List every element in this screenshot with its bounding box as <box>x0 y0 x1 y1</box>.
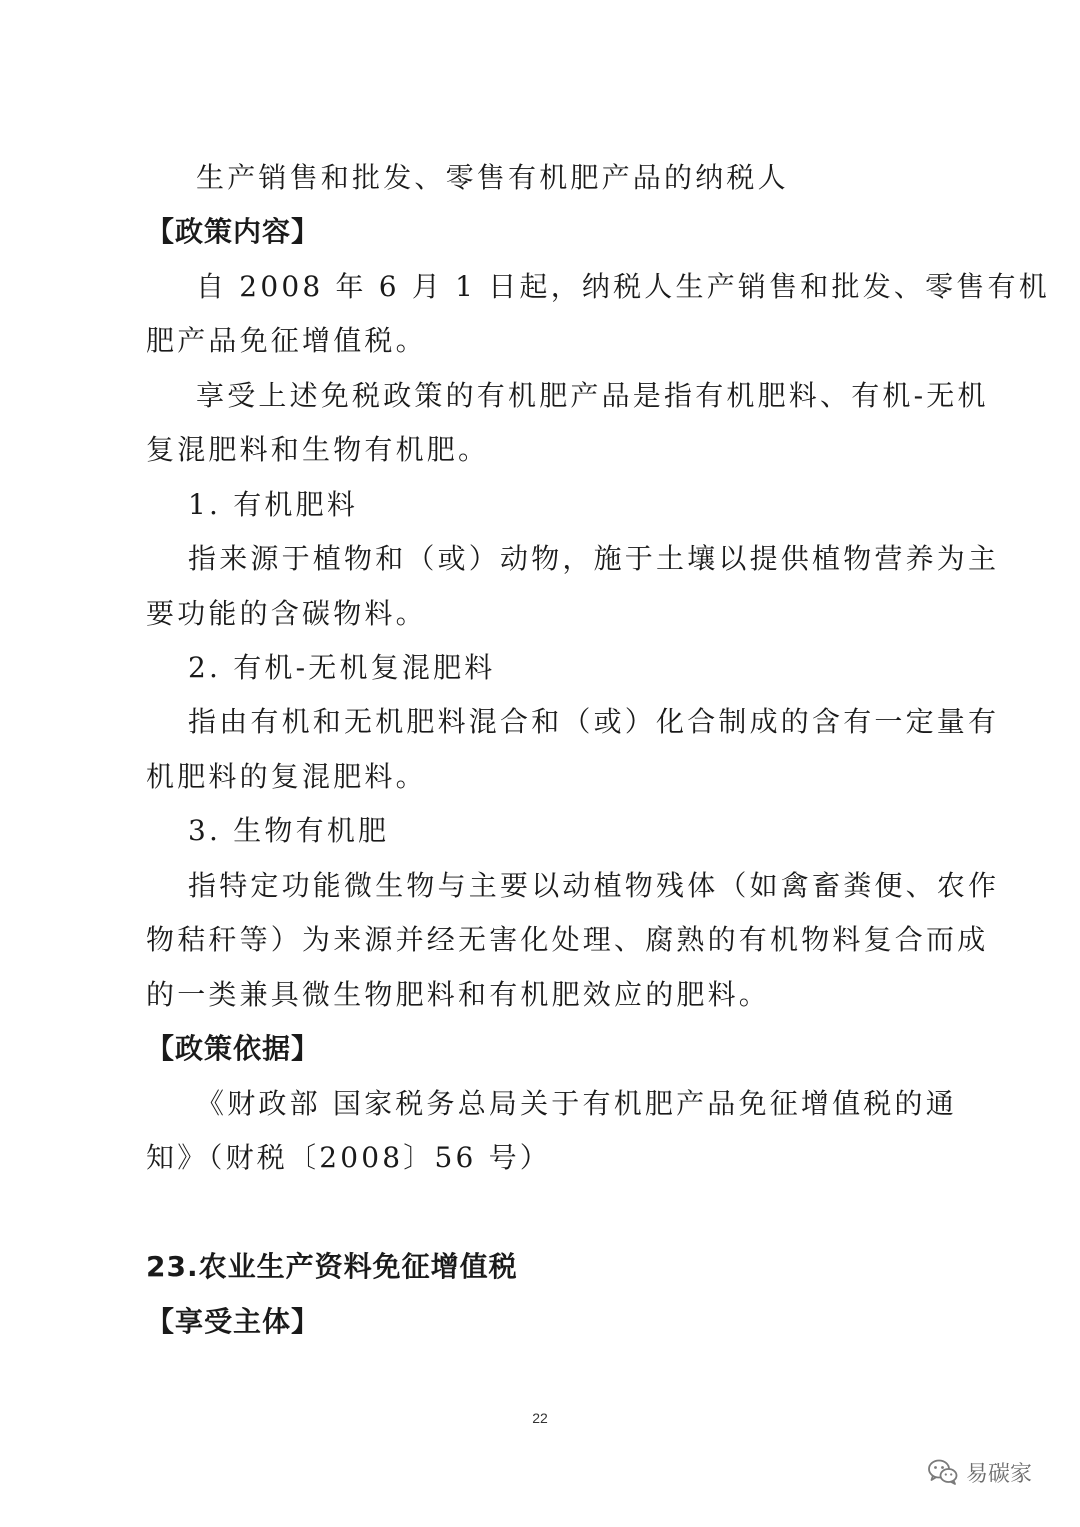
watermark <box>928 1452 1032 1492</box>
paragraph-line: 指来源于植物和（或）动物，施于土壤以提供植物营养为主 <box>188 542 1000 575</box>
section-title: 23.农业生产资料免征增值税 <box>146 1250 518 1283</box>
paragraph-line: 《财政部 国家税务总局关于有机肥产品免征增值税的通 <box>196 1087 957 1120</box>
list-item-title: 2. 有机-无机复混肥料 <box>188 651 496 684</box>
watermark-text: 易碳家 <box>966 1461 1033 1487</box>
heading-policy-basis: 【政策依据】 <box>146 1032 321 1065</box>
paragraph-line: 的一类兼具微生物肥料和有机肥效应的肥料。 <box>146 978 771 1011</box>
paragraph-line: 享受上述免税政策的有机肥产品是指有机肥料、有机-无机 <box>196 379 989 412</box>
paragraph-line: 复混肥料和生物有机肥。 <box>146 433 490 466</box>
paragraph-line: 自 2008 年 6 月 1 日起，纳税人生产销售和批发、零售有机 <box>196 270 1050 303</box>
subject-line: 生产销售和批发、零售有机肥产品的纳税人 <box>196 161 789 194</box>
paragraph-line: 肥产品免征增值税。 <box>146 324 427 357</box>
page-number: 22 <box>532 1410 548 1426</box>
list-item-title: 1. 有机肥料 <box>188 488 359 521</box>
list-item-title: 3. 生物有机肥 <box>188 814 390 847</box>
paragraph-line: 指由有机和无机肥料混合和（或）化合制成的含有一定量有 <box>188 705 1000 738</box>
paragraph-line: 指特定功能微生物与主要以动植物残体（如禽畜粪便、农作 <box>188 869 1000 902</box>
paragraph-line: 知》（财税〔2008〕56 号） <box>146 1141 551 1174</box>
paragraph-line: 物秸秆等）为来源并经无害化处理、腐熟的有机物料复合而成 <box>146 923 989 956</box>
heading-policy-content: 【政策内容】 <box>146 215 321 248</box>
paragraph-line: 机肥料的复混肥料。 <box>146 760 427 793</box>
paragraph-line: 要功能的含碳物料。 <box>146 597 427 630</box>
heading-beneficiary: 【享受主体】 <box>146 1305 321 1338</box>
wechat-icon <box>928 1459 958 1485</box>
